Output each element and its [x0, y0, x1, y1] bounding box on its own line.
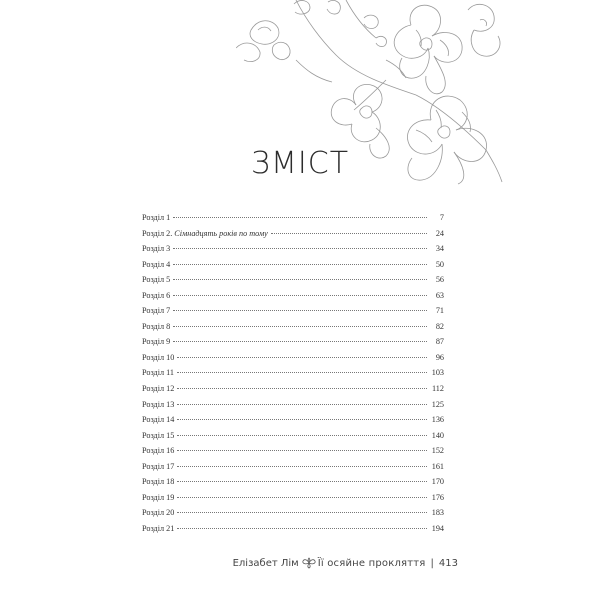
toc-entry [142, 493, 444, 509]
toc-entry [142, 446, 444, 462]
toc-page-number: 87 [435, 337, 444, 347]
toc-chapter-name: Розділ 8 [142, 321, 171, 331]
toc-dot-leader [177, 512, 427, 513]
toc-entry-label [142, 306, 170, 315]
toc-entry [142, 275, 444, 291]
toc-entry [142, 213, 444, 229]
page-title: ЗМІСТ [250, 146, 350, 181]
toc-entry-label [142, 368, 174, 377]
toc-entry [142, 322, 444, 338]
toc-page-number: 34 [435, 244, 444, 254]
toc-entry [142, 508, 444, 524]
toc-entry-label [142, 260, 170, 269]
toc-entry [142, 368, 444, 384]
toc-entry-label [142, 229, 268, 238]
toc-dot-leader [177, 419, 427, 420]
toc-dot-leader [177, 357, 427, 358]
toc-entry-label [142, 477, 174, 486]
toc-chapter-name: Розділ 7 [142, 306, 171, 316]
toc-chapter-name: Розділ 13 [142, 399, 175, 409]
toc-page-number: 24 [435, 228, 444, 238]
toc-chapter-name: Розділ 5 [142, 275, 171, 285]
toc-dot-leader [173, 295, 427, 296]
footer-separator: | [430, 557, 434, 569]
toc-entry [142, 477, 444, 493]
toc-entry [142, 353, 444, 369]
toc-entry-label [142, 337, 170, 346]
toc-dot-leader [177, 481, 427, 482]
toc-page-number: 56 [435, 275, 444, 285]
toc-page-number: 82 [435, 321, 444, 331]
toc-chapter-name: Розділ 15 [142, 430, 175, 440]
toc-page-number: 176 [431, 492, 444, 502]
toc-chapter-name: Розділ 3 [142, 244, 171, 254]
toc-entry-label [142, 275, 170, 284]
toc-page-number: 136 [431, 415, 444, 425]
toc-chapter-name: Розділ 16 [142, 446, 175, 456]
toc-entry-label [142, 462, 174, 471]
toc-entry-label [142, 400, 174, 409]
toc-dot-leader [173, 248, 427, 249]
page-footer [233, 557, 458, 569]
toc-chapter-name: Розділ 18 [142, 477, 175, 487]
toc-dot-leader [173, 310, 427, 311]
toc-chapter-subtitle: Сімнадцять років по тому [174, 228, 268, 238]
toc-chapter-name: Розділ 4 [142, 259, 171, 269]
toc-page-number: 194 [431, 523, 444, 533]
toc-page-number: 50 [435, 259, 444, 269]
toc-entry-label [142, 244, 170, 253]
toc-chapter-name: Розділ 20 [142, 508, 175, 518]
toc-chapter-name: Розділ 19 [142, 492, 175, 502]
toc-chapter-name: Розділ 10 [142, 352, 175, 362]
toc-entry-label [142, 213, 170, 222]
toc-page-number: 161 [431, 461, 444, 471]
toc-dot-leader [173, 326, 427, 327]
toc-entry-label [142, 431, 174, 440]
toc-chapter-name: Розділ 14 [142, 415, 175, 425]
toc-page-number: 7 [439, 213, 444, 222]
toc-entry [142, 260, 444, 276]
toc-page-number: 63 [435, 290, 444, 300]
table-of-contents [142, 213, 444, 539]
toc-dot-leader [177, 528, 427, 529]
orchid-logo-icon [302, 557, 316, 569]
toc-dot-leader [173, 279, 427, 280]
toc-entry-label [142, 446, 174, 455]
toc-dot-leader [173, 341, 427, 342]
toc-entry-label [142, 524, 174, 533]
toc-entry-label [142, 353, 174, 362]
toc-entry-label [142, 415, 174, 424]
toc-entry [142, 415, 444, 431]
toc-dot-leader [177, 497, 427, 498]
toc-entry [142, 337, 444, 353]
footer-author: Елізабет Лім [232, 557, 299, 569]
toc-page-number: 112 [432, 384, 444, 394]
toc-entry [142, 524, 444, 540]
toc-entry-label [142, 291, 170, 300]
toc-chapter-name: Розділ 12 [142, 384, 175, 394]
toc-chapter-name: Розділ 1 [142, 213, 171, 222]
toc-entry [142, 384, 444, 400]
toc-chapter-name: Розділ 17 [142, 461, 175, 471]
toc-dot-leader [177, 435, 427, 436]
toc-page-number: 103 [431, 368, 444, 378]
toc-page-number: 140 [431, 430, 444, 440]
toc-entry [142, 306, 444, 322]
toc-dot-leader [177, 388, 427, 389]
toc-dot-leader [173, 217, 427, 218]
footer-page-number: 413 [438, 557, 458, 569]
toc-entry [142, 291, 444, 307]
toc-entry-label [142, 384, 174, 393]
toc-entry [142, 229, 444, 245]
footer-book-title: Її осяйне прокляття [317, 557, 426, 569]
toc-entry-label [142, 508, 174, 517]
toc-dot-leader [177, 466, 427, 467]
toc-page-number: 125 [431, 399, 444, 409]
toc-entry [142, 400, 444, 416]
toc-page-number: 96 [435, 352, 444, 362]
toc-dot-leader [177, 404, 427, 405]
toc-page-number: 183 [431, 508, 444, 518]
toc-page-number: 170 [431, 477, 444, 487]
toc-entry [142, 462, 444, 478]
toc-entry [142, 244, 444, 260]
toc-chapter-name: Розділ 21 [142, 523, 175, 533]
toc-entry-label [142, 322, 170, 331]
toc-chapter-name: Розділ 11 [142, 368, 174, 378]
toc-entry-label [142, 493, 174, 502]
toc-dot-leader [177, 372, 427, 373]
toc-chapter-name: Розділ 9 [142, 337, 171, 347]
toc-page-number: 71 [435, 306, 444, 316]
toc-entry [142, 431, 444, 447]
toc-page-number: 152 [431, 446, 444, 456]
toc-dot-leader [271, 233, 427, 234]
toc-dot-leader [173, 264, 427, 265]
toc-chapter-name: Розділ 6 [142, 290, 171, 300]
toc-dot-leader [177, 450, 427, 451]
toc-chapter-name: Розділ 2. [142, 228, 173, 238]
